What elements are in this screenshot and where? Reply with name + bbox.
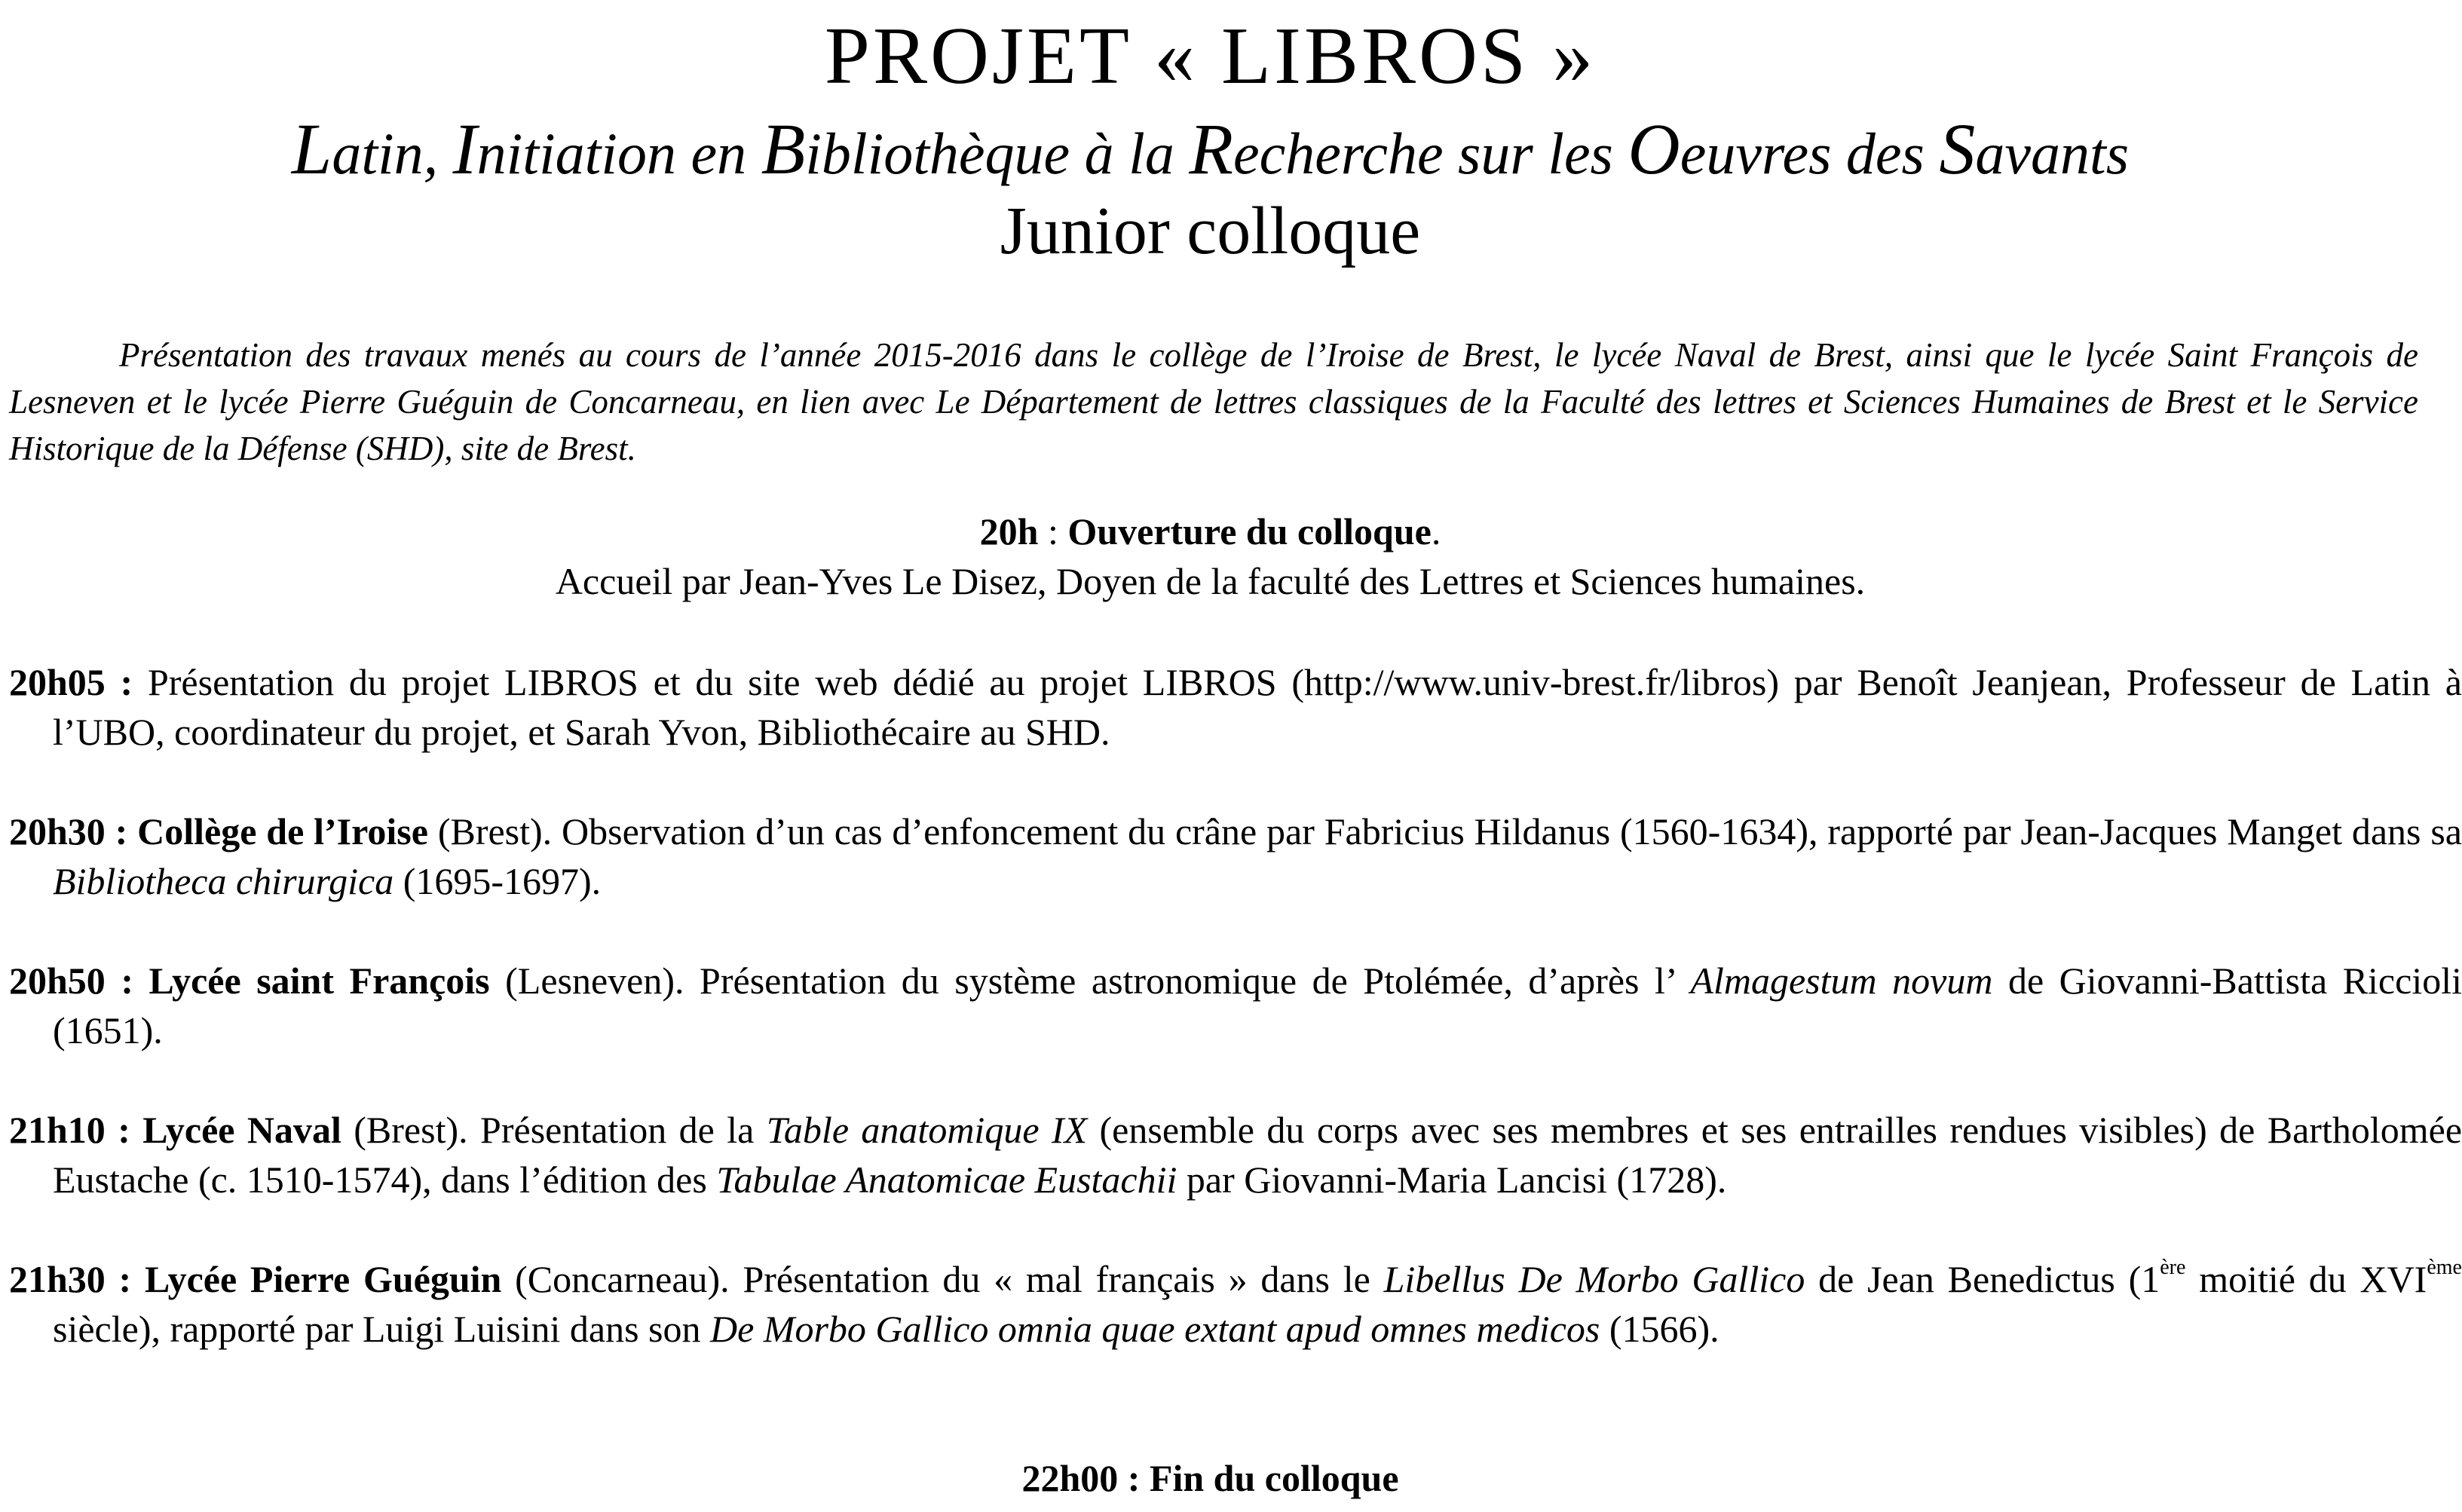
- project-title: PROJET « LIBROS »: [824, 11, 1597, 101]
- session-text: (Concarneau). Présentation du « mal français » dans le: [501, 1258, 1384, 1300]
- session-text: (Brest). Présentation de la: [341, 1109, 767, 1151]
- subtitle-word-oeuvres: euvres des: [1680, 121, 1940, 186]
- intro-paragraph: Présentation des travaux menés au cours de l’année 2015-2016 dans le collège de l’Iroise de Brest, le lycée Naval de Brest, ainsi que le lycée Saint François de Lesneven et le lycée Pierre Guéguin de Concarneau, en lien avec Le Département de lettres classiques de la Faculté des lettres et Sciences Humaines de Brest et le Service Historique de la Défense (SHD), site de Brest.: [9, 336, 2418, 467]
- subtitle-initial-i: I: [452, 109, 477, 189]
- session-work-title: Bibliotheca chirurgica: [53, 860, 394, 902]
- session-school: Lycée Naval: [130, 1109, 341, 1151]
- closing-line: 22h00 : Fin du colloque: [1021, 1457, 1399, 1499]
- subtitle-word-bibliotheque: ibliothèque à la: [805, 121, 1190, 186]
- project-subtitle: [0, 109, 2421, 191]
- session-2005: [9, 657, 2462, 757]
- session-school: Collège de l’Iroise: [127, 810, 428, 852]
- subtitle-initial-o: O: [1628, 109, 1680, 189]
- superscript-ere: ère: [2160, 1256, 2186, 1280]
- superscript-eme: ème: [2427, 1256, 2462, 1280]
- session-text: (ensemble du corps avec ses membres et ses entrailles rendues visibles) de Bartholomée Eustache (c. 1510-1574), dans l’édition des: [53, 1109, 2462, 1201]
- session-work-title: De Morbo Gallico omnia quae extant apud omnes medicos: [710, 1308, 1600, 1350]
- opening-time: 20h: [979, 510, 1039, 552]
- session-school: Lycée Pierre Guéguin: [131, 1258, 502, 1300]
- session-work-title: Libellus De Morbo Gallico: [1383, 1258, 1805, 1300]
- colloque-title: Junior colloque: [1000, 194, 1421, 268]
- subtitle-initial-s: S: [1939, 109, 1976, 189]
- session-work-title: Almagestum novum: [1690, 960, 1993, 1002]
- session-work-title: Table anatomique IX: [766, 1109, 1088, 1151]
- session-time: 21h10 :: [9, 1109, 130, 1151]
- subtitle-word-savants: avants: [1975, 121, 2130, 186]
- opening-separator: :: [1038, 510, 1068, 552]
- session-time: 21h30 :: [9, 1258, 132, 1300]
- session-text: (1566).: [1600, 1308, 1719, 1350]
- session-2050: [9, 956, 2462, 1055]
- session-work-title: Tabulae Anatomicae Eustachii: [716, 1158, 1177, 1201]
- subtitle-word-recherche: echerche sur les: [1233, 121, 1628, 186]
- opening-period: .: [1431, 510, 1441, 552]
- subtitle-initial-b: B: [761, 109, 806, 189]
- opening-welcome: Accueil par Jean-Yves Le Disez, Doyen de la faculté des Lettres et Sciences humaines.: [555, 560, 1866, 602]
- session-text: (Lesneven). Présentation du système astronomique de Ptolémée, d’après l’: [489, 960, 1691, 1002]
- subtitle-word-latin: atin,: [332, 121, 453, 186]
- session-text: de Jean Benedictus (1: [1805, 1258, 2160, 1300]
- subtitle-word-initiation: nitiation en: [476, 121, 761, 186]
- session-school: Lycée saint François: [133, 960, 490, 1002]
- session-time: 20h30 :: [9, 810, 128, 852]
- session-time: 20h05 :: [9, 661, 133, 703]
- session-time: 20h50 :: [9, 960, 133, 1002]
- subtitle-initial-r: R: [1189, 109, 1233, 189]
- session-text: (Brest). Observation d’un cas d’enfoncement du crâne par Fabricius Hildanus (1560-1634), rapporté par Jean-Jacques Manget dans sa: [427, 810, 2462, 852]
- session-text: par Giovanni-Maria Lancisi (1728).: [1177, 1158, 1727, 1201]
- session-text: Présentation du projet LIBROS et du site web dédié au projet LIBROS (http://www.univ-brest.fr/libros) par Benoît Jeanjean, Professeur de Latin à l’UBO, coordinateur du projet, et Sarah Yvon, Bibliothécaire au SHD.: [53, 661, 2462, 753]
- opening-title: Ouverture du colloque: [1067, 510, 1432, 552]
- subtitle-initial-l: L: [291, 109, 332, 189]
- session-text: moitié du XVI: [2185, 1258, 2427, 1300]
- session-text: siècle), rapporté par Luigi Luisini dans son: [53, 1308, 710, 1350]
- session-text: de Giovanni-Battista Riccioli (1651).: [53, 960, 2462, 1051]
- session-text: (1695-1697).: [393, 860, 602, 902]
- session-2130: [9, 1254, 2462, 1354]
- opening-block: [0, 507, 2421, 606]
- opening-line: [0, 507, 2421, 556]
- session-2030: [9, 807, 2462, 906]
- session-2110: [9, 1105, 2462, 1204]
